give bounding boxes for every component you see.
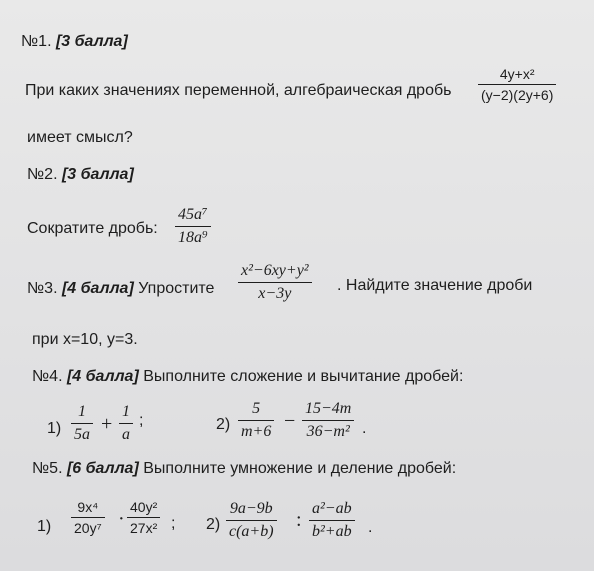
denominator: 27x² [130, 520, 158, 537]
period: . [362, 420, 367, 437]
task3-fraction [238, 262, 312, 303]
fraction-bar [238, 420, 274, 421]
task5-number: №5. [32, 460, 63, 477]
task2-fraction [175, 206, 211, 247]
fraction-bar [238, 282, 312, 283]
semicolon: ; [171, 515, 176, 532]
denominator: 5a [74, 426, 90, 444]
task2-instruction: Сократите дробь: [27, 220, 158, 237]
task1-fraction [478, 66, 556, 103]
task5-item2-fraction2 [309, 500, 355, 541]
denominator: a [122, 426, 130, 444]
task3-condition: при x=10, y=3. [32, 331, 138, 348]
task1-fraction-numerator: 4y+x² [499, 66, 535, 82]
task4-item2-label: 2) [216, 416, 231, 433]
multiply-operator: · [118, 508, 125, 530]
task5-item2-label: 2) [206, 516, 221, 533]
task5-heading [32, 460, 456, 478]
task2-heading [27, 166, 134, 184]
task3-heading [27, 280, 214, 298]
task5-instruction: Выполните умножение и деление дробей: [143, 460, 457, 477]
denominator: m+6 [241, 423, 272, 441]
fraction-bar [71, 517, 105, 518]
minus-operator: − [284, 410, 296, 432]
plus-operator: + [101, 413, 113, 435]
task3-instruction: Упростите [138, 280, 215, 297]
numerator: 5 [252, 400, 261, 417]
task5-points: [6 балла] [66, 460, 139, 477]
task4-item1-label: 1) [47, 420, 62, 437]
numerator: 9x⁴ [77, 499, 99, 515]
task4-item1-fraction2 [119, 403, 133, 444]
semicolon: ; [139, 412, 144, 429]
fraction-bar [175, 226, 211, 227]
task2-fraction-numerator: 45a⁷ [178, 206, 208, 223]
task5-item1-fraction2 [127, 499, 160, 536]
fraction-bar [71, 423, 93, 424]
task5-item1-fraction1 [71, 499, 105, 536]
task4-points: [4 балла] [66, 368, 139, 385]
task4-heading [32, 368, 463, 386]
numerator: a²−ab [312, 500, 352, 517]
task1-question-end: имеет смысл? [27, 129, 133, 146]
task1-question: При каких значениях переменной, алгебраическая дробь [25, 82, 452, 99]
task5-item1-label: 1) [37, 518, 52, 535]
task2-points: [3 балла] [61, 166, 134, 183]
task3-fraction-denominator: x−3y [258, 285, 292, 303]
task3-points: [4 балла] [61, 280, 134, 297]
task4-number: №4. [32, 368, 63, 385]
task5-item2-fraction1 [226, 500, 277, 541]
task4-item2-fraction2 [302, 400, 354, 441]
task4-item1-fraction1 [71, 403, 93, 444]
period: . [368, 519, 373, 536]
task1-points: [3 балла] [55, 33, 128, 50]
denominator: 20y⁷ [74, 520, 102, 537]
task1-heading [21, 33, 128, 51]
task2-fraction-denominator: 18a⁹ [178, 229, 208, 247]
fraction-bar [302, 420, 354, 421]
numerator: 1 [122, 403, 130, 420]
denominator: b²+ab [312, 523, 352, 541]
task1-fraction-denominator: (y−2)(2y+6) [481, 87, 554, 104]
fraction-bar [127, 517, 160, 518]
numerator: 9a−9b [229, 500, 273, 517]
numerator: 40y² [130, 499, 158, 515]
divide-operator: : [296, 509, 302, 531]
fraction-bar [226, 520, 277, 521]
task4-item2-fraction1 [238, 400, 274, 441]
denominator: 36−m² [306, 423, 350, 441]
numerator: 1 [78, 403, 86, 420]
task3-instruction-continued: . Найдите значение дроби [337, 277, 533, 294]
fraction-bar [478, 84, 556, 85]
task3-fraction-numerator: x²−6xy+y² [241, 262, 309, 279]
task1-number: №1. [21, 33, 52, 50]
denominator: c(a+b) [229, 523, 274, 541]
fraction-bar [119, 423, 133, 424]
numerator: 15−4m [305, 400, 352, 417]
task3-number: №3. [27, 280, 58, 297]
fraction-bar [309, 520, 355, 521]
task2-number: №2. [27, 166, 58, 183]
task4-instruction: Выполните сложение и вычитание дробей: [143, 368, 464, 385]
